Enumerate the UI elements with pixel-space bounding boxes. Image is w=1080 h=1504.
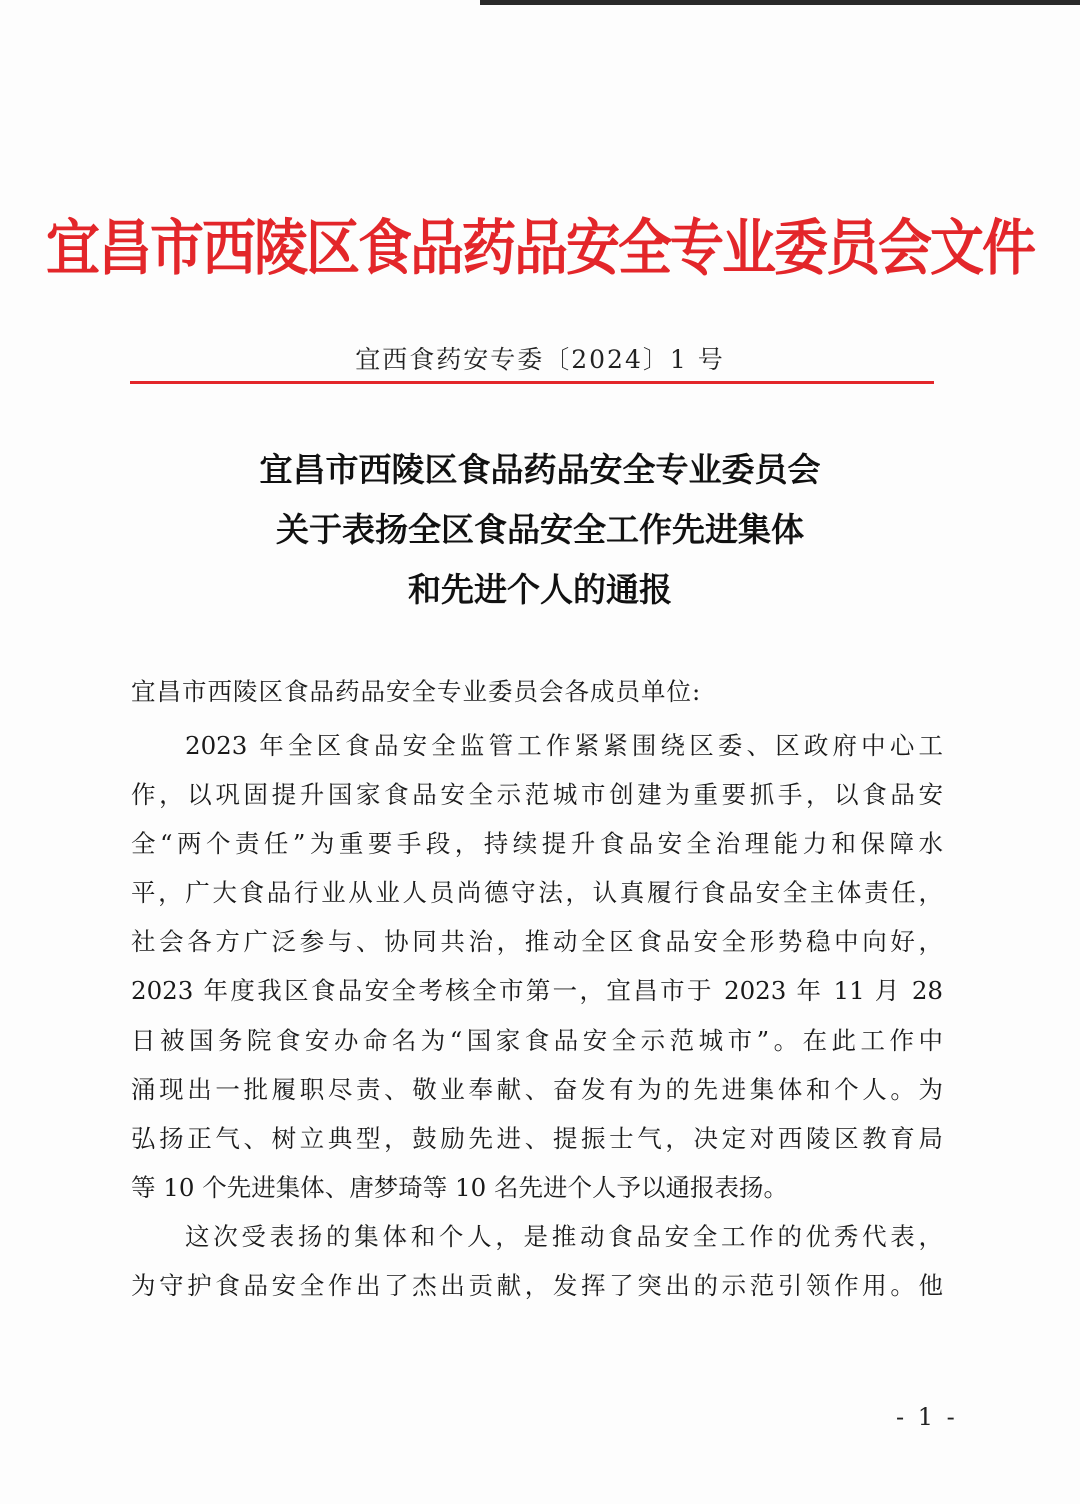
body-line: 弘扬正气、树立典型，鼓励先进、提振士气，决定对西陵区教育局 [131,1123,943,1153]
addressee-line: 宜昌市西陵区食品药品安全专业委员会各成员单位: [131,677,702,706]
body-line: 这次受表扬的集体和个人，是推动食品安全工作的优秀代表， [185,1221,943,1251]
document-header-title: 宜昌市西陵区食品药品安全专业委员会文件 [46,211,1034,284]
body-line: 2023 年全区食品安全监管工作紧紧围绕区委、区政府中心工 [185,731,943,760]
page-number: - 1 - [896,1403,958,1431]
body-line: 社会各方广泛参与、协同共治，推动全区食品安全形势稳中向好， [131,927,943,957]
notice-title-line-1: 宜昌市西陵区食品药品安全专业委员会 [259,450,821,489]
body-line: 日被国务院食安办命名为“国家食品安全示范城市”。在此工作中 [131,1025,943,1055]
notice-title [0,440,1080,620]
body-line: 平，广大食品行业从业人员尚德守法，认真履行食品安全主体责任， [131,878,943,908]
body-line: 涌现出一批履职尽责、敬业奉献、奋发有为的先进集体和个人。为 [131,1074,943,1104]
body-line: 等 10 个先进集体、唐梦琦等 10 名先进个人予以通报表扬。 [131,1172,788,1202]
document-number: 宜西食药安专委〔2024〕1 号 [355,345,725,374]
body-line: 全“两个责任”为重要手段，持续提升食品安全治理能力和保障水 [131,829,943,859]
notice-title-line-3: 和先进个人的通报 [408,570,672,609]
body-line: 2023 年度我区食品安全考核全市第一，宜昌市于 2023 年 11 月 28 [131,976,943,1006]
body-line: 作，以巩固提升国家食品安全示范城市创建为重要抓手，以食品安 [131,780,943,810]
scan-edge-divider [480,0,1080,5]
notice-title-line-2: 关于表扬全区食品安全工作先进集体 [276,510,804,549]
header-red-divider [130,381,934,384]
body-text [131,721,943,1310]
body-line: 为守护食品安全作出了杰出贡献，发挥了突出的示范引领作用。他 [131,1271,943,1301]
